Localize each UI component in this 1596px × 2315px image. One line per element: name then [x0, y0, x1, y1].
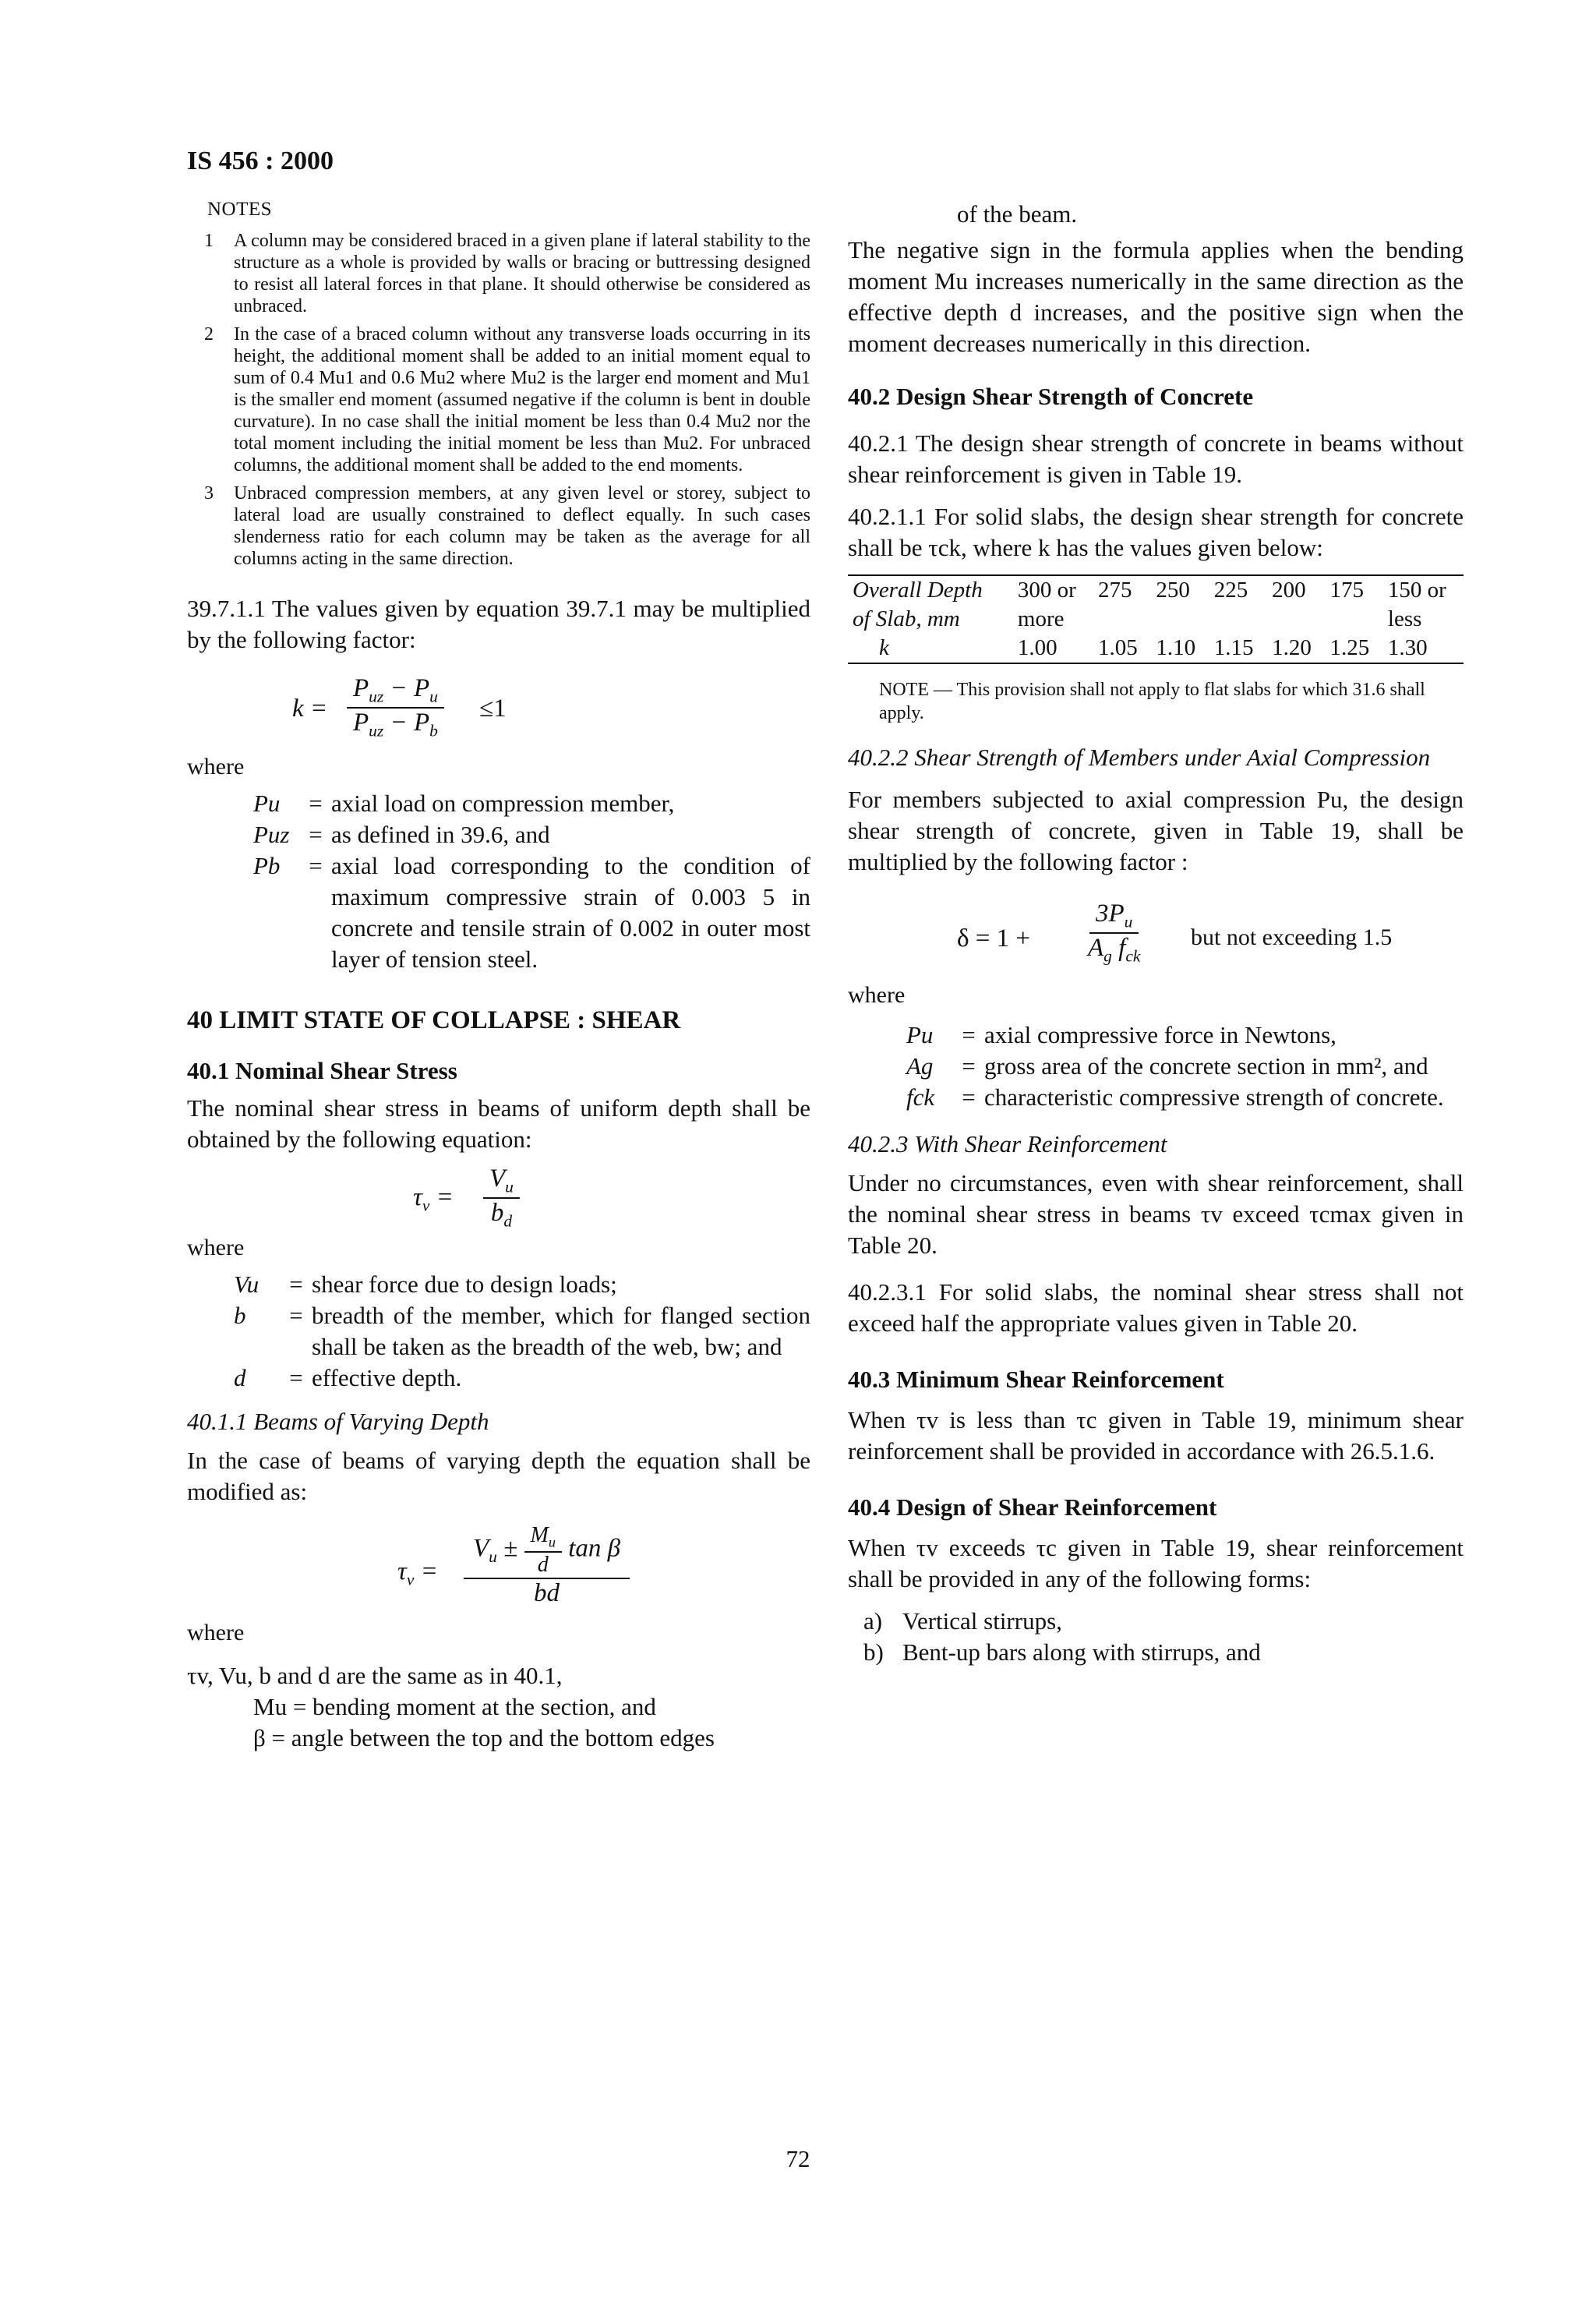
table-row-k — [848, 634, 1464, 663]
defs-40 — [234, 1269, 810, 1394]
definition-symbol: Vu — [234, 1271, 260, 1298]
definition-symbol: Pu — [253, 790, 281, 817]
section-40-3-heading: 40.3 Minimum Shear Reinforcement — [848, 1366, 1224, 1393]
table-cell-depth — [1209, 605, 1267, 634]
definition-symbol: Pu — [906, 1021, 934, 1048]
table-k-label: k — [848, 634, 1013, 663]
definition-symbol: fck — [906, 1083, 935, 1111]
section-40-4-list — [848, 1606, 1464, 1668]
left-column — [187, 199, 810, 1754]
section-40-2-3-text: Under no circumstances, even with shear reinforcement, shall the nominal shear stress in beams τv exceed τcmax given in Table 20. — [848, 1169, 1464, 1259]
definition-row — [234, 1362, 810, 1394]
definition-symbol: d — [234, 1364, 246, 1391]
tail-line-4: of the beam. — [957, 200, 1078, 228]
definition-row — [234, 1300, 810, 1362]
definition-symbol: Pb — [253, 852, 281, 879]
table-row-label-1: Overall Depth — [848, 575, 1013, 605]
definition-row — [253, 850, 810, 975]
formula-varying-depth: $\tau_v$ = $V_u$ ± $\frac{M_u}{d}$ tan β bd — [187, 1523, 810, 1617]
note-item — [187, 482, 810, 570]
tail-line-3: β = angle between the top and the bottom edges — [253, 1724, 715, 1751]
section-40-1-1-heading — [187, 1406, 810, 1437]
section-40-1-1-text: In the case of beams of varying depth the equation shall be modified as: — [187, 1447, 810, 1505]
definition-symbol: Puz — [253, 821, 290, 848]
section-40-3-text: When τv is less than τc given in Table 19, minimum shear reinforcement shall be provided in accordance with 26.5.1.6. — [848, 1406, 1464, 1465]
section-40-1-1-title: 40.1.1 Beams of Varying Depth — [187, 1408, 489, 1435]
list-item — [848, 1606, 1464, 1637]
table-cell-depth: less — [1387, 606, 1422, 631]
section-40-2-2-heading — [848, 742, 1464, 773]
section-40-1-heading: 40.1 Nominal Shear Stress — [187, 1057, 457, 1084]
section-40-heading: 40 LIMIT STATE OF COLLAPSE : SHEAR — [187, 1006, 681, 1034]
table-cell-k: 1.20 — [1267, 634, 1325, 663]
where-label-4: where — [848, 982, 906, 1008]
page-header: IS 456 : 2000 — [187, 147, 334, 175]
defs-39 — [253, 788, 810, 975]
definition-text: axial load corresponding to the condition of maximum compressive strain of 0.003 5 in concrete and tensile strain of 0.002 in outer most layer of tension steel. — [331, 852, 810, 973]
where-label-2: where — [187, 1235, 245, 1260]
page-number: 72 — [786, 2145, 810, 2172]
formula-tau-v: $\tau_v$ = $\frac{V_u}{b_d}$ — [187, 1165, 810, 1235]
table-cell-k: 1.15 — [1209, 634, 1267, 663]
table-cell-k: 1.00 — [1013, 634, 1093, 663]
definition-row — [906, 1020, 1464, 1051]
definition-row — [234, 1269, 810, 1300]
list-item-label: a) — [863, 1607, 883, 1635]
definition-equals: = — [962, 1083, 976, 1111]
section-40-2-3-1-text: 40.2.3.1 For solid slabs, the nominal shear stress shall not exceed half the appropriate values given in Table 20. — [848, 1278, 1464, 1337]
section-40-2-2-title: 40.2.2 Shear Strength of Members under Axial Compression — [848, 744, 1431, 771]
right-column — [848, 199, 1464, 1668]
definition-row — [906, 1051, 1464, 1082]
note-number: 2 — [204, 324, 214, 345]
table-cell-k: 1.10 — [1151, 634, 1209, 663]
note-item — [187, 230, 810, 317]
definition-text: axial load on compression member, — [331, 790, 675, 817]
table-cell-depth: 275 — [1093, 575, 1151, 605]
table-cell-k: 1.05 — [1093, 634, 1151, 663]
list-item-text: Bent-up bars along with stirrups, and — [902, 1638, 1261, 1666]
table-row-depth-top — [848, 575, 1464, 605]
defs-40-2-2 — [906, 1020, 1464, 1113]
section-40-4-heading: 40.4 Design of Shear Reinforcement — [848, 1493, 1217, 1521]
definition-text: effective depth. — [312, 1364, 462, 1391]
tail-line-1: τv, Vu, b and d are the same as in 40.1, — [187, 1662, 563, 1689]
table-cell-k: 1.30 — [1383, 634, 1464, 663]
list-item — [848, 1637, 1464, 1668]
definition-equals: = — [309, 821, 323, 848]
table-cell-depth — [1267, 605, 1325, 634]
table-cell-depth — [1151, 605, 1209, 634]
table-cell-depth: 225 — [1209, 575, 1267, 605]
notes-list — [187, 230, 810, 570]
table-cell-depth: 150 or — [1383, 575, 1464, 605]
note-text: Unbraced compression members, at any given level or storey, subject to lateral load are usually constrained to deflect equally. In such cases slenderness ratio for each column may be taken as the average for all columns acting in the same direction. — [234, 483, 810, 569]
table-row-depth-bottom — [848, 605, 1464, 634]
note-item — [187, 323, 810, 476]
definition-text: as defined in 39.6, and — [331, 821, 550, 848]
section-40-2-2-text: For members subjected to axial compression Pu, the design shear strength of concrete, given in Table 19, shall be multiplied by the following factor : — [848, 786, 1464, 875]
definition-equals: = — [289, 1302, 303, 1329]
table-cell-depth: 200 — [1267, 575, 1325, 605]
formula-k: k = $P_{uz} - P_u$ $P_{uz} - P_b$ ≤1 — [292, 674, 507, 740]
table-note: NOTE — This provision shall not apply to flat slabs for which 31.6 shall apply. — [879, 680, 1425, 723]
table-cell-depth — [1093, 605, 1151, 634]
section-40-4-text: When τv exceeds τc given in Table 19, shear reinforcement shall be provided in any of the following forms: — [848, 1534, 1464, 1592]
sign-convention-text: The negative sign in the formula applies when the bending moment Mu increases numerically in the same direction as the effective depth d increases, and the positive sign when the moment decreases numerically in this direction. — [848, 236, 1464, 357]
notes-heading: NOTES — [207, 199, 273, 220]
note-text: A column may be considered braced in a given plane if lateral stability to the structure as a whole is provided by walls or bracing or buttressing designed to resist all lateral forces in that plane. It should otherwise be considered as unbraced. — [234, 231, 810, 316]
section-40-2-3-heading — [848, 1129, 1464, 1160]
note-text: In the case of a braced column without any transverse loads occurring in its height, the additional moment shall be added to an initial moment equal to sum of 0.4 Mu1 and 0.6 Mu2 where Mu2 is the larger end moment and Mu1 is the smaller end moment (assumed negative if the column is bent in double curvature). In no case shall the initial moment be less than 0.4 Mu2 nor the total moment including the initial moment be less than Mu2. For unbraced columns, the additional moment shall be added to the end moments. — [234, 324, 810, 475]
definition-symbol: b — [234, 1302, 246, 1329]
clause-39-7-1-1: 39.7.1.1 The values given by equation 39.7.1 may be multiplied by the following factor: — [187, 595, 810, 653]
table-cell-depth: 250 — [1151, 575, 1209, 605]
list-item-text: Vertical stirrups, — [902, 1607, 1062, 1635]
definition-text: breadth of the member, which for flanged section shall be taken as the breadth of the web, bw; and — [312, 1302, 810, 1360]
section-40-2-heading: 40.2 Design Shear Strength of Concrete — [848, 383, 1254, 410]
definition-row — [253, 788, 810, 819]
definition-text: shear force due to design loads; — [312, 1271, 617, 1298]
note-number: 3 — [204, 483, 214, 504]
table-cell-k: 1.25 — [1326, 634, 1383, 663]
tail-line-2: Mu = bending moment at the section, and — [253, 1693, 656, 1720]
note-number: 1 — [204, 231, 214, 251]
definition-equals: = — [289, 1271, 303, 1298]
table-cell-depth — [1326, 605, 1383, 634]
table-row-label-2: of Slab, mm — [853, 606, 960, 631]
section-40-2-1-text: 40.2.1 The design shear strength of concrete in beams without shear reinforcement is given in Table 19. — [848, 429, 1464, 488]
formula-delta: δ = 1 + $3P_u$ $A_g$ $f_{ck}$ but not exceeding 1.5 — [957, 899, 1393, 966]
definition-equals: = — [289, 1364, 303, 1391]
definition-equals: = — [309, 790, 323, 817]
definition-text: characteristic compressive strength of concrete. — [984, 1083, 1444, 1111]
table-cell-depth: more — [1017, 606, 1065, 631]
definition-row — [253, 819, 810, 850]
definition-equals: = — [962, 1021, 976, 1048]
table-cell-depth: 175 — [1326, 575, 1383, 605]
where-label-1: where — [187, 754, 245, 779]
definition-text: gross area of the concrete section in mm², and — [984, 1052, 1428, 1080]
table-cell-depth: 300 or — [1013, 575, 1093, 605]
definition-text: axial compressive force in Newtons, — [984, 1021, 1336, 1048]
where-label-3: where — [187, 1620, 245, 1645]
list-item-label: b) — [863, 1638, 884, 1666]
section-40-1-text: The nominal shear stress in beams of uniform depth shall be obtained by the following equation: — [187, 1094, 810, 1153]
definition-equals: = — [962, 1052, 976, 1080]
definition-equals: = — [309, 852, 323, 879]
definition-symbol: Ag — [906, 1052, 934, 1080]
section-40-2-1-1-text: 40.2.1.1 For solid slabs, the design shear strength for concrete shall be τck, where k has the values given below: — [848, 503, 1464, 561]
slab-k-table — [848, 574, 1464, 664]
section-40-2-3-title: 40.2.3 With Shear Reinforcement — [848, 1130, 1167, 1158]
definition-row — [906, 1082, 1464, 1113]
